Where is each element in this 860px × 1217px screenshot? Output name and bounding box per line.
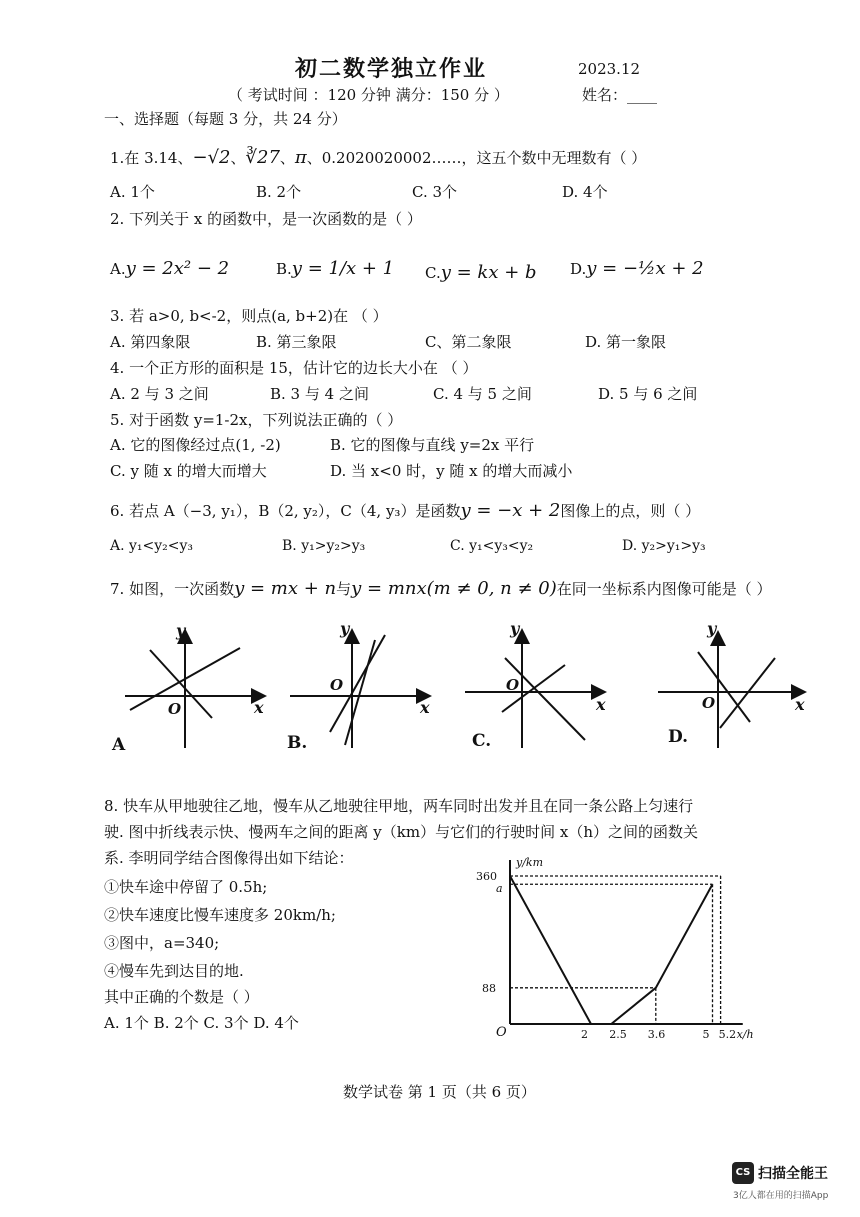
q4-option-c: C. 4 与 5 之间 bbox=[433, 385, 532, 403]
q5-option-b: B. 它的图像与直线 y=2x 平行 bbox=[330, 436, 535, 454]
q1-sep-1: 、 bbox=[230, 149, 246, 167]
q8-claim-2: ②快车速度比慢车速度多 20km/h; bbox=[104, 906, 336, 924]
q6-stem-prefix: 6. 若点 A（−3, y₁），B（2, y₂），C（4, y₃）是函数 bbox=[110, 502, 461, 520]
q1-option-c: C. 3个 bbox=[412, 183, 458, 201]
q6-option-c: C. y₁<y₃<y₂ bbox=[450, 538, 534, 554]
q7-graph-d-o: O bbox=[702, 694, 716, 712]
q5-option-d: D. 当 x<0 时，y 随 x 的增大而减小 bbox=[330, 462, 573, 480]
q2-option-a bbox=[110, 258, 229, 279]
page-title: 初二数学独立作业 bbox=[295, 56, 488, 82]
q7-graph-b-x: x bbox=[420, 698, 430, 717]
chart-series-line bbox=[510, 876, 713, 1024]
q6-stem-suffix: 图像上的点，则（ ） bbox=[560, 502, 701, 520]
chart-xtick-4: 5.2 bbox=[718, 1028, 737, 1041]
q7-graph-a bbox=[125, 630, 265, 748]
q7-graph-a-x: x bbox=[254, 698, 264, 717]
q7-graph-b bbox=[290, 630, 430, 748]
q7-graph-c-x: x bbox=[596, 695, 606, 714]
q1-sep-2: 、 bbox=[279, 149, 295, 167]
q6-stem bbox=[110, 500, 700, 521]
q2-option-b bbox=[276, 258, 394, 279]
q7-graph-c-y: y bbox=[510, 619, 520, 638]
q7-stem bbox=[110, 578, 772, 599]
q5-option-a: A. 它的图像经过点(1, -2) bbox=[110, 436, 281, 454]
q7-graph-d-x: x bbox=[795, 695, 805, 714]
chart-ytick-360: 360 bbox=[476, 870, 497, 883]
q3-stem: 3. 若 a>0, b<-2，则点(a, b+2)在 （ ） bbox=[110, 307, 388, 325]
q7-graph-a-label: A bbox=[112, 735, 126, 755]
q1-option-a: A. 1个 bbox=[110, 183, 155, 201]
name-label: 姓名：____ bbox=[582, 86, 658, 104]
q2-option-b-label: B. bbox=[276, 260, 292, 278]
q1-option-b: B. 2个 bbox=[256, 183, 302, 201]
q4-option-a: A. 2 与 3 之间 bbox=[110, 385, 209, 403]
q2-option-d-expr: y = −½x + 2 bbox=[586, 258, 704, 279]
q5-stem: 5. 对于函数 y=1-2x，下列说法正确的（ ） bbox=[110, 411, 403, 429]
q7-stem-prefix: 7. 如图，一次函数 bbox=[110, 580, 235, 598]
q2-option-d bbox=[570, 258, 704, 279]
q6-option-d: D. y₂>y₁>y₃ bbox=[622, 538, 706, 554]
q1-option-d: D. 4个 bbox=[562, 183, 608, 201]
q7-f2: y = mnx(m ≠ 0, n ≠ 0) bbox=[351, 578, 557, 599]
q8-options: A. 1个 B. 2个 C. 3个 D. 4个 bbox=[104, 1014, 299, 1032]
q7-graph-d-label: D. bbox=[668, 727, 689, 747]
q1-stem-prefix: 1.在 3.14、 bbox=[110, 149, 193, 167]
q8-ask: 其中正确的个数是（ ） bbox=[104, 988, 259, 1006]
chart-ylabel: y/km bbox=[516, 856, 544, 869]
q7-f1: y = mx + n bbox=[234, 578, 337, 599]
exam-date: 2023.12 bbox=[578, 60, 641, 78]
q5-option-c: C. y 随 x 的增大而增大 bbox=[110, 462, 267, 480]
chart-ytick-88: 88 bbox=[482, 981, 496, 995]
scanner-brand: 扫描全能王 bbox=[758, 1166, 828, 1182]
q8-claim-4: ④慢车先到达目的地. bbox=[104, 962, 244, 980]
q2-stem: 2. 下列关于 x 的函数中，是一次函数的是（ ） bbox=[110, 210, 422, 228]
q7-graph-d-y: y bbox=[707, 619, 717, 638]
q6-func: y = −x + 2 bbox=[460, 500, 561, 521]
q8-line-3: 系. 李明同学结合图像得出如下结论： bbox=[104, 849, 354, 867]
q2-option-c-label: C. bbox=[425, 264, 441, 282]
q8-line-1: 8. 快车从甲地驶往乙地，慢车从乙地驶往甲地，两车同时出发并且在同一条公路上匀速行 bbox=[104, 797, 694, 815]
q3-option-d: D. 第一象限 bbox=[585, 333, 667, 351]
chart-xtick-0: 2 bbox=[581, 1028, 588, 1041]
q7-mid: 与 bbox=[336, 580, 352, 598]
q7-graph-a-o: O bbox=[168, 700, 182, 718]
q2-option-c-expr: y = kx + b bbox=[440, 262, 537, 283]
q8-line-2: 驶. 图中折线表示快、慢两车之间的距离 y（km）与它们的行驶时间 x（h）之间的函数关 bbox=[104, 823, 698, 841]
page-footer: 数学试卷 第 1 页（共 6 页） bbox=[343, 1083, 536, 1101]
q3-option-a: A. 第四象限 bbox=[110, 333, 191, 351]
q1-pi: π bbox=[294, 147, 307, 168]
q8-claim-1: ①快车途中停留了 0.5h; bbox=[104, 878, 268, 896]
q6-option-b: B. y₁>y₂>y₃ bbox=[282, 538, 366, 554]
q7-graph-c-o: O bbox=[506, 676, 520, 694]
q2-option-c bbox=[425, 262, 537, 283]
q4-option-b: B. 3 与 4 之间 bbox=[270, 385, 369, 403]
chart-ytick-a: a bbox=[496, 882, 503, 896]
q7-graph-a-y: y bbox=[176, 621, 186, 640]
chart-xtick-3: 5 bbox=[702, 1028, 710, 1041]
q1-stem bbox=[110, 147, 646, 168]
exam-info: （ 考试时间 ：120 分钟 满分：150 分 ） bbox=[228, 86, 509, 104]
q2-option-a-expr: y = 2x² − 2 bbox=[125, 258, 230, 279]
q2-option-b-expr: y = 1/x + 1 bbox=[291, 258, 395, 279]
q1-cbrt27: ∛27 bbox=[245, 147, 280, 168]
q7-graphs bbox=[0, 610, 860, 760]
chart-xtick-1: 2.5 bbox=[609, 1028, 627, 1041]
q7-graph-c-label: C. bbox=[472, 731, 492, 751]
q3-option-b: B. 第三象限 bbox=[256, 333, 337, 351]
q4-option-d: D. 5 与 6 之间 bbox=[598, 385, 698, 403]
q1-stem-suffix: 、0.2020020002……，这五个数中无理数有（ ） bbox=[306, 149, 647, 167]
scanner-logo: CS bbox=[732, 1162, 754, 1184]
q7-stem-suffix: 在同一坐标系内图像可能是（ ） bbox=[556, 580, 772, 598]
chart-origin: O bbox=[496, 1025, 507, 1040]
chart-xlabel: x/h bbox=[736, 1028, 754, 1041]
scanner-tagline: 3亿人都在用的扫描App bbox=[733, 1191, 829, 1201]
section-heading: 一、选择题（每题 3 分，共 24 分） bbox=[104, 110, 347, 128]
q2-option-d-label: D. bbox=[570, 260, 587, 278]
q2-option-a-label: A. bbox=[110, 260, 126, 278]
q6-option-a: A. y₁<y₂<y₃ bbox=[110, 538, 194, 554]
q7-graph-b-label: B. bbox=[287, 733, 308, 753]
q3-option-c: C、第二象限 bbox=[425, 333, 512, 351]
q8-claim-3: ③图中，a=340; bbox=[104, 934, 220, 952]
q7-graph-b-o: O bbox=[330, 676, 344, 694]
q8-chart bbox=[470, 852, 760, 1052]
q4-stem: 4. 一个正方形的面积是 15，估计它的边长大小在 （ ） bbox=[110, 359, 478, 377]
q7-graph-b-y: y bbox=[340, 619, 350, 638]
chart-xtick-2: 3.6 bbox=[647, 1028, 666, 1041]
q1-neg-sqrt2: −√2 bbox=[192, 147, 231, 168]
